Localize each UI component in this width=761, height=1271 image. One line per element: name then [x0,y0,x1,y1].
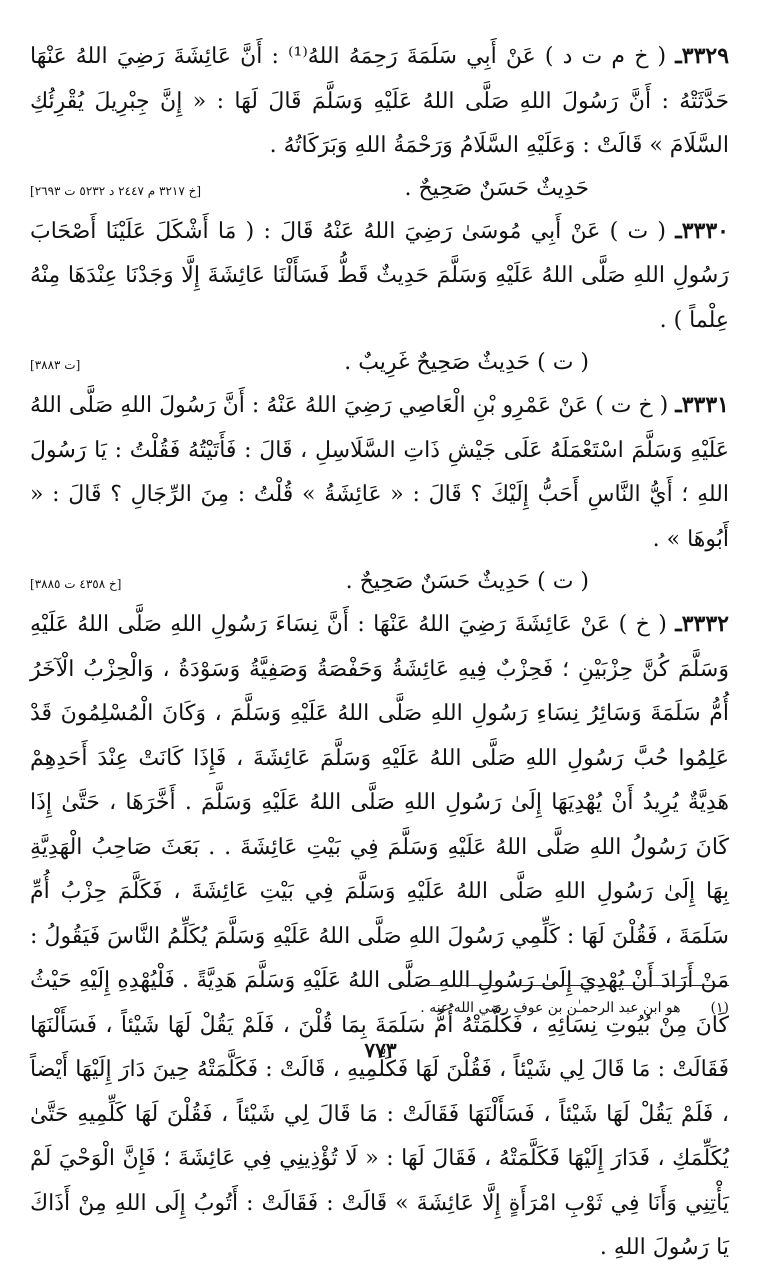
hadith-number: ٣٣٢٩ـ [675,43,730,69]
footnote-divider [399,985,729,986]
footnote [420,1000,729,1016]
hadith-number: ٣٣٣٠ـ [675,217,729,244]
hadith-grade: ( ت ) حَدِيثٌ حَسَنٌ صَحِيحٌ . [345,569,589,594]
hadith-grade: حَدِيثٌ حَسَنٌ صَحِيحٌ . [404,175,589,201]
hadith-entry [30,383,729,562]
page-number: ٧٧٣ [364,1038,397,1062]
hadith-text: ( خ ت ) عَنْ عَمْرِو بْنِ الْعَاصِي رَضِيَ اللهُ عَنْهُ : أَنَّ رَسُولَ اللهِ صَلَّى اللهُ عَلَيْهِ وَسَلَّمَ اسْتَعْمَلَهُ عَلَى جَيْشِ ذَاتِ السَّلَاسِلِ ، قَالَ : فَأَتَيْتُهُ فَقُلْتُ : يَا رَسُولَ اللهِ ؛ أَيُّ النَّاسِ أَحَبُّ إِلَيْكَ ؟ قَالَ : « عَائِشَةُ » قُلْتُ : مِنَ الرِّجَالِ ؟ قَالَ : « أَبُوهَا » . [30,393,729,552]
hadith-grade-row [30,343,729,383]
hadith-grade: ( ت ) حَدِيثٌ صَحِيحٌ غَرِيبٌ . [344,350,589,375]
hadith-number: ٣٣٣١ـ [675,392,729,418]
hadith-reference: [ت ٣٨٨٣] [30,358,81,372]
hadith-text: ( خ ) عَنْ عَائِشَةَ رَضِيَ اللهُ عَنْهَا : أَنَّ نِسَاءَ رَسُولِ اللهِ صَلَّى اللهُ عَلَيْهِ وَسَلَّمَ كُنَّ حِزْبَيْنِ ؛ فَحِزْبٌ فِيهِ عَائِشَةُ وَحَفْصَةُ وَصَفِيَّةُ وَسَوْدَةُ ، وَالْحِزْبُ الْآخَرُ أُمُّ سَلَمَةَ وَسَائِرُ نِسَاءِ رَسُولِ اللهِ صَلَّى اللهُ عَلَيْهِ وَسَلَّمَ ، وَكَانَ الْمُسْلِمُونَ قَدْ عَلِمُوا حُبَّ رَسُولِ اللهِ صَلَّى اللهُ عَلَيْهِ وَسَلَّمَ عَائِشَةَ ، فَإِذَا كَانَتْ عِنْدَ أَحَدِهِمْ هَدِيَّةٌ يُرِيدُ أَنْ يُهْدِيَهَا إِلَىٰ رَسُولِ اللهِ صَلَّى اللهُ عَلَيْهِ وَسَلَّمَ . أَخَّرَهَا ، حَتَّىٰ إِذَا كَانَ رَسُولُ اللهِ صَلَّى اللهُ عَلَيْهِ وَسَلَّمَ فِي بَيْتِ عَائِشَةَ . . بَعَثَ صَاحِبُ الْهَدِيَّةِ بِهَا إِلَىٰ رَسُولِ اللهِ صَلَّى اللهُ عَلَيْهِ وَسَلَّمَ فِي بَيْتِ عَائِشَةَ ، فَكَلَّمَ حِزْبُ أُمِّ سَلَمَةَ ، فَقُلْنَ لَهَا : كَلِّمِي رَسُولَ اللهِ صَلَّى اللهُ عَلَيْهِ وَسَلَّمَ يُكَلِّمُ النَّاسَ فَيَقُولُ : مَنْ أَرَادَ أَنْ يُهْدِيَ إِلَىٰ رَسُولِ اللهِ صَلَّى اللهُ عَلَيْهِ وَسَلَّمَ هَدِيَّةً . فَلْيُهْدِهِ إِلَيْهِ حَيْثُ كَانَ مِنْ بُيُوتِ نِسَائِهِ ، فَكَلَّمَتْهُ أُمُّ سَلَمَةَ بِمَا قُلْنَ ، فَلَمْ يَقُلْ لَهَا شَيْئاً ، فَسَأَلْنَهَا فَقَالَتْ : مَا قَالَ لِي شَيْئاً ، فَقُلْنَ لَهَا فَكَلِّمِيهِ ، قَالَتْ : فَكَلَّمَتْهُ حِينَ دَارَ إِلَيْهَا أَيْضاً ، فَلَمْ يَقُلْ لَهَا شَيْئاً ، فَسَأَلْنَهَا فَقَالَتْ : مَا قَالَ لِي شَيْئاً ، فَقُلْنَ لَهَا كَلِّمِيهِ حَتَّىٰ يُكَلِّمَكِ ، فَدَارَ إِلَيْهَا فَكَلَّمَتْهُ ، فَقَالَ لَهَا : « لَا تُؤْذِينِي فِي عَائِشَةَ ؛ فَإِنَّ الْوَحْيَ لَمْ يَأْتِنِي وَأَنَا فِي ثَوْبِ امْرَأَةٍ إِلَّا عَائِشَةَ » قَالَتْ : فَقَالَتْ : أَتُوبُ إِلَى اللهِ مِنْ أَذَاكَ يَا رَسُولَ اللهِ . [30,612,729,1260]
hadith-entry [30,34,729,169]
hadith-reference: [خ ٣٢١٧ م ٢٤٤٧ د ٥٢٣٢ ت ٢٦٩٣] [30,183,202,198]
main-text [30,34,729,1271]
hadith-entry [30,602,729,1271]
hadith-text: ( خ م ت د ) عَنْ أَبِي سَلَمَةَ رَحِمَهُ اللهُ⁽¹⁾ : أَنَّ عَائِشَةَ رَضِيَ اللهُ عَنْهَا حَدَّثَتْهُ : أَنَّ رَسُولَ اللهِ صَلَّى اللهُ عَلَيْهِ وَسَلَّمَ قَالَ لَهَا : « إِنَّ جِبْرِيلَ يُقْرِئُكِ السَّلَامَ » قَالَتْ : وَعَلَيْهِ السَّلَامُ وَرَحْمَةُ اللهِ وَبَرَكَاتُهُ . [30,44,729,158]
hadith-entry [30,209,729,344]
footnote-number: (١) [710,1000,729,1016]
footnote-text: هو ابن عبد الرحمـٰن بن عوف رضي الله عنه . [420,1000,681,1016]
hadith-grade-row [30,562,729,602]
hadith-number: ٣٣٣٢ـ [675,611,729,637]
hadith-reference: [خ ٤٣٥٨ ت ٣٨٨٥] [30,577,122,591]
hadith-grade-row [30,169,729,209]
hadith-text: ( ت ) عَنْ أَبِي مُوسَىٰ رَضِيَ اللهُ عَنْهُ قَالَ : ( مَا أَشْكَلَ عَلَيْنَا أَصْحَابَ رَسُولِ اللهِ صَلَّى اللهُ عَلَيْهِ وَسَلَّمَ حَدِيثٌ قَطُّ فَسَأَلْنَا عَائِشَةَ إِلَّا وَجَدْنَا عِنْدَهَا مِنْهُ عِلْماً ) . [30,218,729,333]
